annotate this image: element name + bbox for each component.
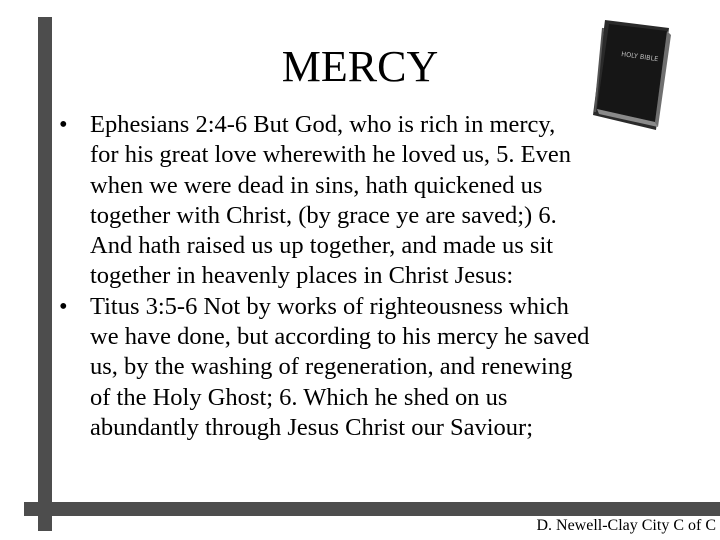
bullet-text: [90, 110, 668, 292]
bullet-text: [90, 292, 668, 443]
bullet-marker: •: [59, 111, 68, 138]
svg-text:HOLY BIBLE: HOLY BIBLE: [620, 50, 659, 64]
slide-title: MERCY: [281, 42, 439, 91]
text-line: Ephesians 2:4-6 But God, who is rich in mercy,: [90, 111, 556, 138]
text-line: together with Christ, (by grace ye are saved;) 6.: [90, 201, 557, 229]
slide-body: [58, 110, 668, 443]
text-line: And hath raised us up together, and made us sit: [90, 232, 554, 260]
text-line: together in heavenly places in Christ Jesus:: [90, 262, 514, 290]
bullet-marker: •: [59, 292, 68, 320]
text-line: when we were dead in sins, hath quickened us: [90, 171, 543, 199]
text-line: abundantly through Jesus Christ our Saviour;: [90, 413, 534, 441]
frame-vertical-bar: [38, 17, 52, 531]
bullet-titus: [58, 292, 668, 443]
text-line: we have done, but according to his mercy he saved: [90, 323, 590, 351]
footer-credit: D. Newell-Clay City C of C: [536, 517, 716, 534]
bullet-ephesians: [58, 110, 668, 292]
text-line: Titus 3:5-6 Not by works of righteousness which: [90, 292, 569, 320]
frame-horizontal-bar: [24, 502, 720, 516]
text-line: for his great love wherewith he loved us, 5. Even: [90, 141, 572, 169]
text-line: us, by the washing of regeneration, and renewing: [90, 353, 573, 381]
text-line: of the Holy Ghost; 6. Which he shed on us: [90, 383, 508, 411]
